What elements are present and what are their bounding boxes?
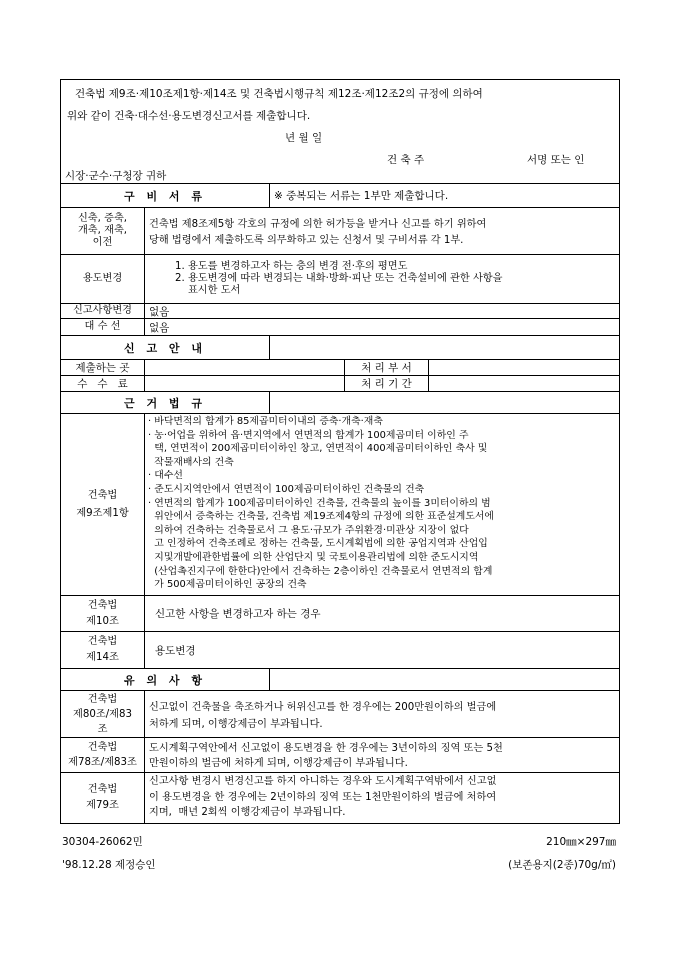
guide-header: 신 고 안 내	[61, 336, 270, 359]
guide-row	[61, 360, 619, 376]
legal-text: (산업촉진지구에 한한다)안에서 건축하는 2층이하인 건축물로서 연면적의 합계	[148, 565, 493, 577]
date-line: 년 월 일	[285, 132, 323, 144]
legal-text: 용도변경	[155, 644, 196, 657]
document-row	[61, 208, 619, 255]
fee-label: 수 수 료	[61, 376, 145, 391]
applicant-label: 건 축 주	[387, 154, 425, 166]
document-text: 2. 용도변경에 따라 변경되는 내화·방화·피난 또는 건축설비에 관한 사항을	[175, 273, 503, 284]
fee-value	[145, 376, 345, 391]
legal-text: 작물재배사의 건축	[148, 456, 234, 468]
recipient-line: 시장·군수·구청장 귀하	[65, 170, 167, 182]
legal-header-row	[61, 392, 619, 414]
legal-label: 제14조	[86, 652, 119, 663]
notice-text: 신고없이 건축물을 축조하거나 허위신고를 한 경우에는 200만원이하의 벌금에	[149, 702, 497, 713]
submit-place-label: 제출하는 곳	[61, 360, 145, 375]
dept-value	[429, 360, 619, 375]
application-block	[61, 80, 619, 184]
legal-text: 가 500제곱미터이하인 공장의 건축	[148, 579, 307, 591]
notice-row	[61, 691, 619, 738]
notice-header: 유 의 사 항	[61, 669, 270, 690]
document-label: 대 수 선	[61, 319, 145, 335]
legal-text: · 대수선	[148, 470, 183, 482]
legal-label: 건축법	[87, 489, 118, 501]
notice-text: 이 용도변경을 한 경우에는 2년이하의 징역 또는 1천만원이하의 벌금에 처하여	[149, 791, 497, 803]
notice-label: 제79조	[86, 800, 119, 811]
legal-text: 의하여 건축하는 건축물로서 그 용도·규모가 주위환경·미관상 지장이 없다	[148, 524, 469, 536]
form-code: 30304-26062민	[62, 836, 143, 848]
document-row	[61, 304, 619, 319]
documents-note: ※ 중복되는 서류는 1부만 제출합니다.	[274, 190, 449, 202]
notice-label: 건축법	[87, 742, 118, 753]
documents-header: 구 비 서 류	[61, 184, 270, 207]
period-value	[429, 376, 619, 391]
notice-text: 신고사항 변경시 변경신고를 하지 아니하는 경우와 도시계획구역밖에서 신고없	[149, 776, 497, 787]
legal-text: · 농·어업을 위하여 읍·면지역에서 연면적의 합계가 100제곱미터 이하인 주	[148, 429, 469, 441]
legal-row	[61, 414, 619, 596]
legal-text: 신고한 사항을 변경하고자 하는 경우	[155, 608, 321, 620]
guide-header-row	[61, 336, 619, 360]
legal-row	[61, 632, 619, 669]
document-label: 신축, 증축,	[77, 213, 128, 224]
document-label: 신고사항변경	[61, 304, 145, 318]
legal-text: · 바닥면적의 합계가 85제곱미터이내의 증축·개축·재축	[148, 416, 383, 427]
document-text: 표시한 도서	[175, 285, 241, 296]
notice-text: 도시계획구역안에서 신고없이 용도변경을 한 경우에는 3년이하의 징역 또는 5천	[149, 743, 503, 754]
statement-line-2: 위와 같이 건축·대수선·용도변경신고서를 제출합니다.	[67, 110, 311, 122]
dept-label: 처 리 부 서	[345, 360, 429, 375]
submit-place-value	[145, 360, 345, 375]
notice-label: 제80조/제83	[73, 708, 132, 720]
document-text: 건축법 제8조제5항 각호의 규정에 의한 허가등을 받거나 신고를 하기 위하여	[149, 219, 487, 230]
legal-text: · 준도시지역안에서 연면적이 100제곱미터이하인 건축물의 건축	[148, 483, 425, 495]
paper-type: (보존용지(2종)70g/㎡)	[508, 859, 616, 871]
document-text: 1. 용도를 변경하고자 하는 층의 변경 전·후의 평면도	[175, 261, 408, 272]
signature-label: 서명 또는 인	[527, 154, 585, 166]
document-label: 용도변경	[61, 255, 145, 303]
document-text: 없음	[149, 321, 170, 334]
legal-label: 제9조제1항	[76, 507, 129, 519]
document-label: 이전	[92, 237, 113, 248]
period-label: 처 리 기 간	[345, 376, 429, 391]
legal-label: 건축법	[87, 636, 118, 647]
legal-label: 건축법	[87, 599, 118, 611]
legal-text: 고 인정하여 건축조례로 정하는 건축물, 도시계획법에 의한 공업지역과 산업입	[148, 538, 488, 550]
legal-text: · 연면적의 합계가 100제곱미터이하인 건축물, 건축물의 높이를 3미터이하의 범	[148, 497, 491, 509]
document-row	[61, 255, 619, 304]
document-label: 개축, 재축,	[77, 225, 128, 236]
legal-header: 근 거 법 규	[61, 392, 270, 413]
document-text: 없음	[149, 305, 170, 318]
notice-row	[61, 738, 619, 773]
notice-label: 조	[97, 723, 108, 735]
legal-text: 위안에서 증축하는 건축물, 건축법 제19조제4항의 규정에 의한 표준설계도서에	[148, 511, 494, 523]
notice-row	[61, 773, 619, 823]
notice-header-row	[61, 669, 619, 691]
paper-size: 210㎜×297㎜	[546, 836, 616, 848]
notice-label: 건축법	[87, 784, 118, 795]
legal-label: 제10조	[86, 615, 119, 627]
legal-text: 지및개발에관한법률에 의한 산업단지 및 국토이용관리법에 의한 준도시지역	[148, 551, 479, 563]
legal-row	[61, 596, 619, 632]
notice-label: 제78조/제83조	[68, 757, 137, 768]
statement-line-1: 건축법 제9조·제10조제1항·제14조 및 건축법시행규칙 제12조·제12조2의 규정에 의하여	[75, 88, 483, 100]
notice-label: 건축법	[87, 693, 118, 705]
notice-text: 만원이하의 벌금에 처하게 되며, 이행강제금이 부과됩니다.	[149, 758, 408, 769]
report-form	[60, 79, 620, 824]
notice-text: 지며, 매년 2회씩 이행강제금이 부과됩니다.	[149, 807, 346, 818]
documents-header-row	[61, 184, 619, 208]
guide-row	[61, 376, 619, 392]
document-text: 당해 법령에서 제출하도록 의무화하고 있는 신청서 및 구비서류 각 1부.	[149, 235, 464, 246]
document-row	[61, 319, 619, 336]
approval-date: '98.12.28 제정승인	[62, 859, 156, 871]
notice-text: 처하게 되며, 이행강제금이 부과됩니다.	[149, 719, 323, 730]
legal-text: 택, 연면적이 200제곱미터이하인 창고, 연면적이 400제곱미터이하인 축사 및	[148, 443, 488, 455]
